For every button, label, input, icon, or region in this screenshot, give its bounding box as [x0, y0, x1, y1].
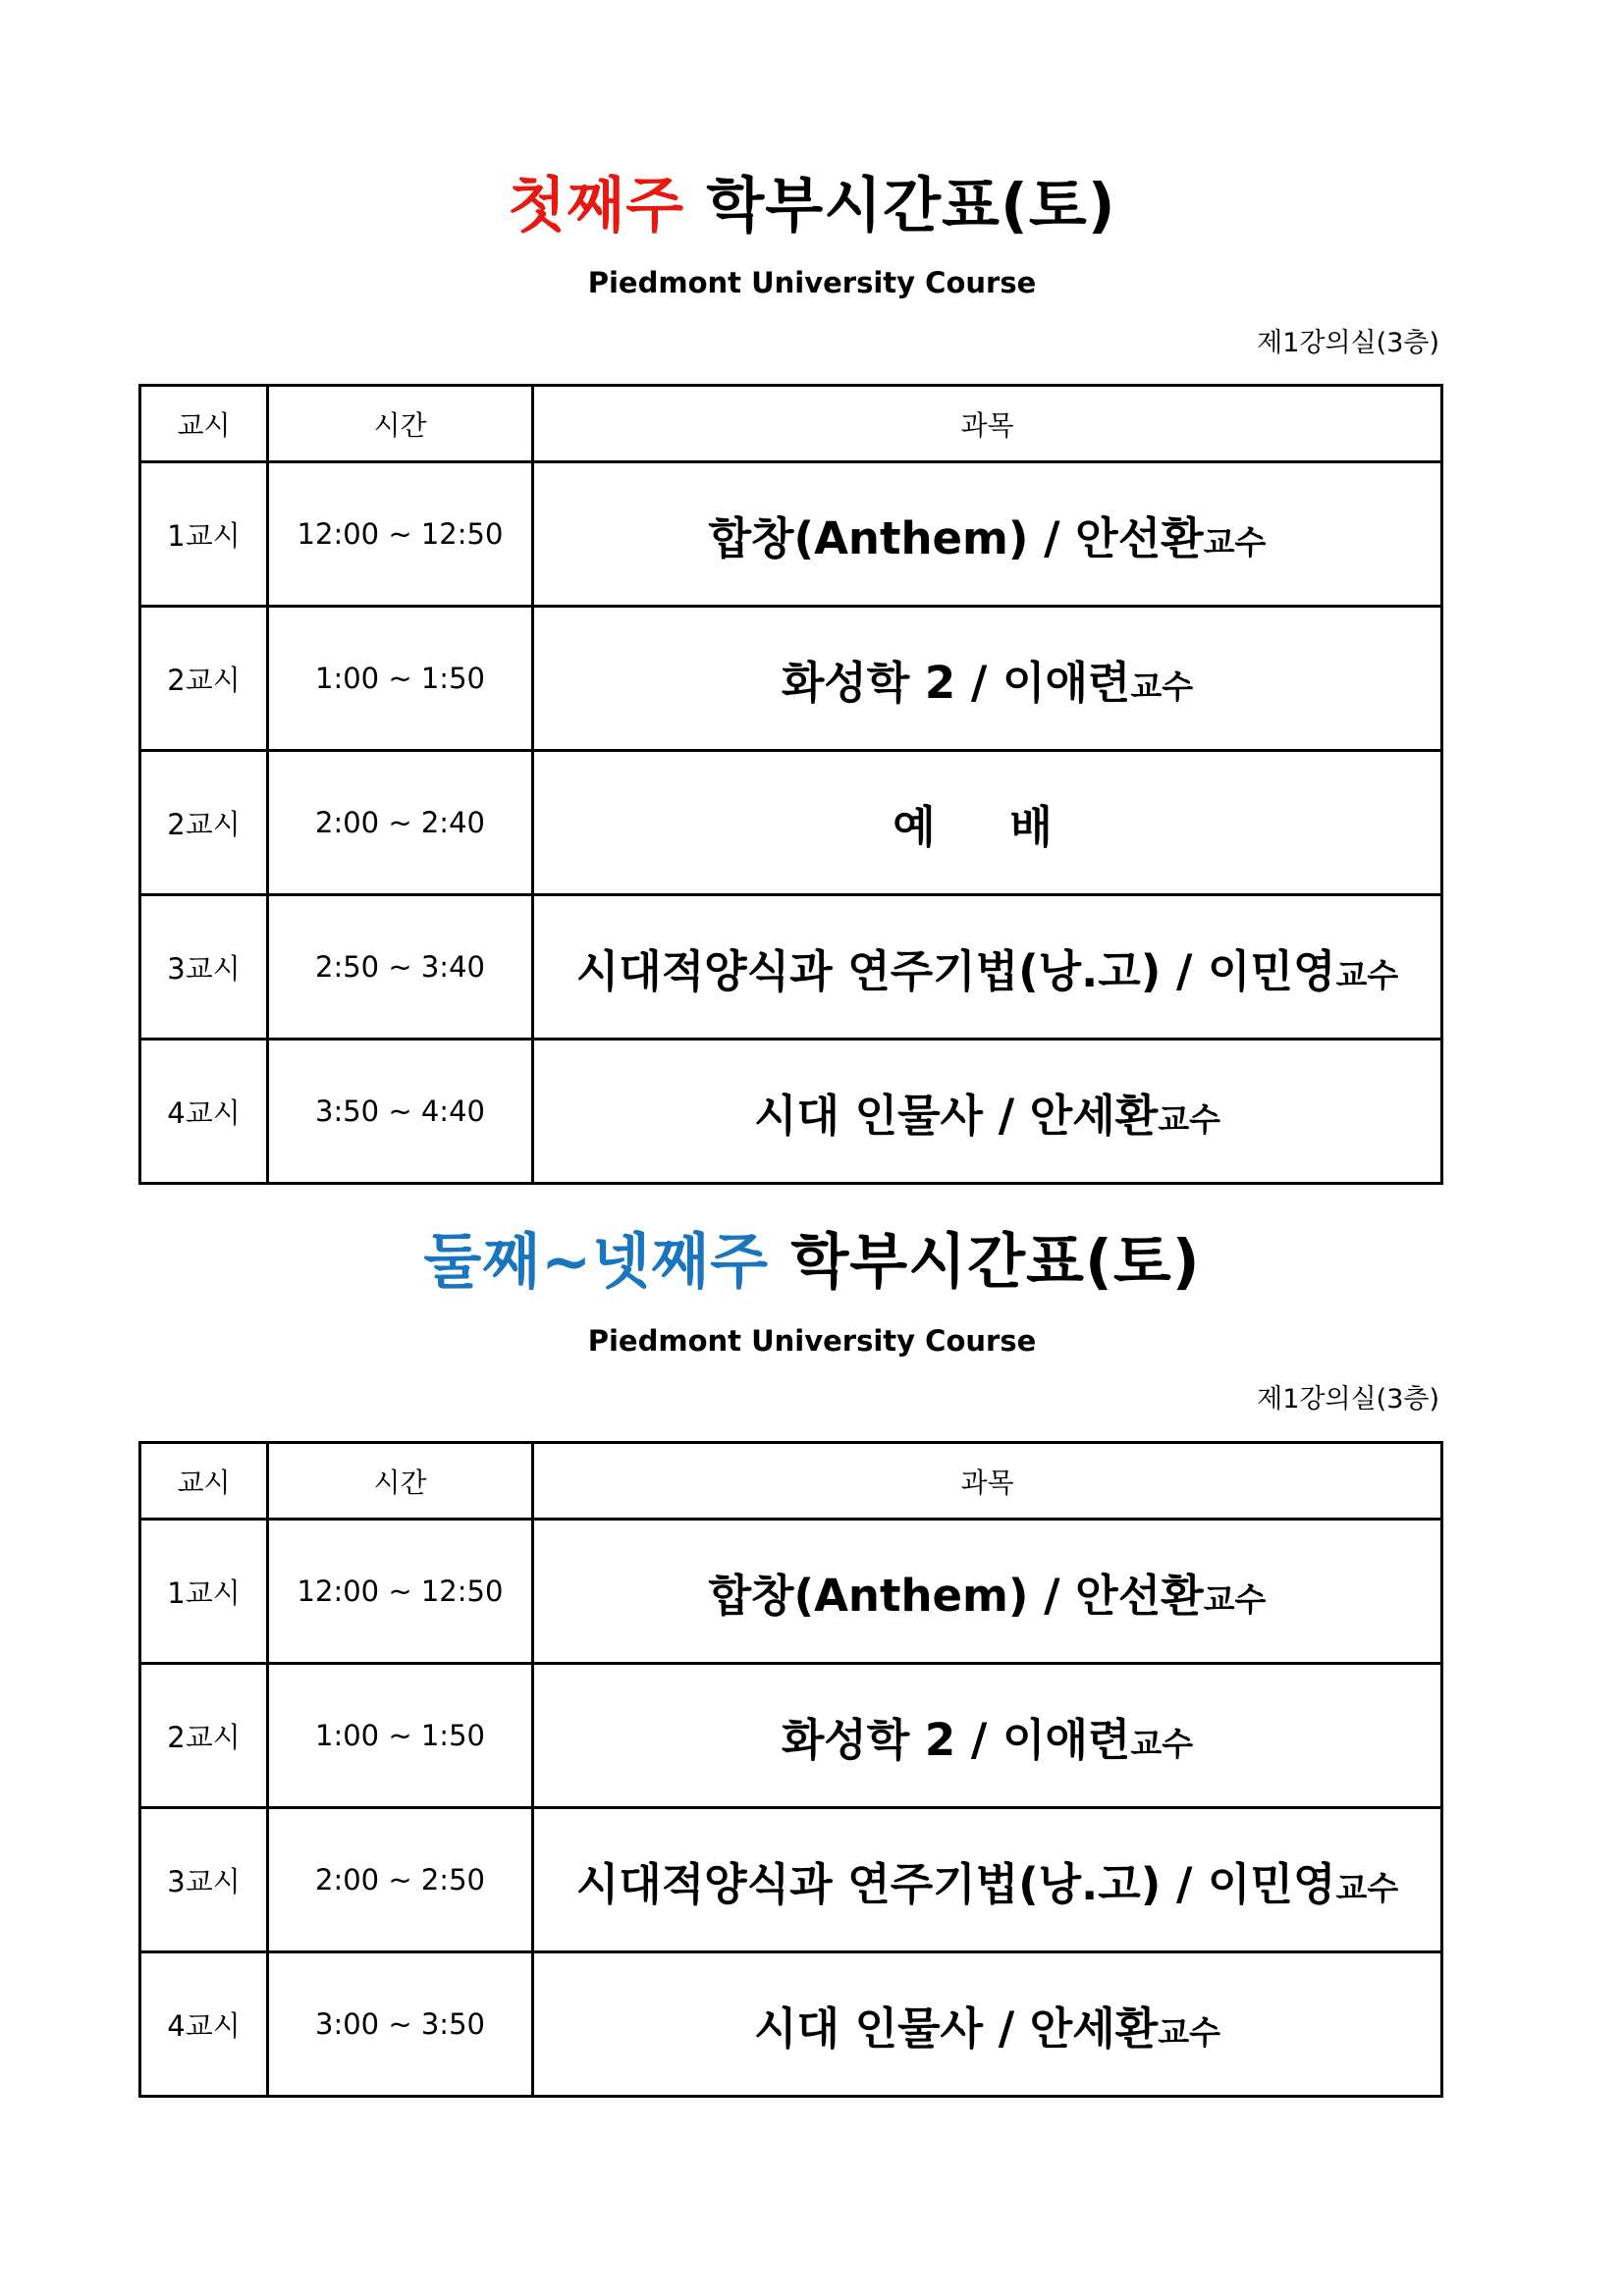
- period-cell: 2교시: [140, 1664, 268, 1808]
- professor-suffix: 교수: [1335, 955, 1399, 994]
- subject-text: 합창(Anthem) / 안선환: [708, 1569, 1204, 1622]
- table-row: [140, 607, 1442, 751]
- subtitle: Piedmont University Course: [587, 266, 1037, 299]
- time-cell: 12:00 ~ 12:50: [268, 1520, 533, 1664]
- period-cell: 4교시: [140, 1040, 268, 1184]
- period-cell: 1교시: [140, 462, 268, 607]
- header-subject: 과목: [533, 386, 1442, 462]
- header-time: 시간: [268, 386, 533, 462]
- subject-cell: [533, 1664, 1442, 1808]
- timetable-week1: [138, 384, 1443, 1185]
- time-cell: 12:00 ~ 12:50: [268, 462, 533, 607]
- table-row: [140, 1952, 1442, 2097]
- title-text: 학부시간표(토): [790, 1227, 1201, 1297]
- period-cell: 4교시: [140, 1952, 268, 2097]
- table-row: [140, 1664, 1442, 1808]
- subject-cell: [533, 1520, 1442, 1664]
- professor-suffix: 교수: [1158, 1099, 1220, 1139]
- table-header-row: [140, 1443, 1442, 1520]
- table-row: [140, 895, 1442, 1040]
- professor-suffix: 교수: [1335, 1868, 1399, 1907]
- time-cell: 2:50 ~ 3:40: [268, 895, 533, 1040]
- table-row: [140, 751, 1442, 895]
- table-row: [140, 1040, 1442, 1184]
- professor-suffix: 교수: [1203, 522, 1267, 561]
- subject-cell: [533, 607, 1442, 751]
- title-text: 학부시간표(토): [706, 171, 1116, 240]
- subject-cell: [533, 1952, 1442, 2097]
- subject-cell: [533, 462, 1442, 607]
- schedule-title-week1: [0, 167, 1624, 245]
- period-cell: 1교시: [140, 1520, 268, 1664]
- time-cell: 1:00 ~ 1:50: [268, 607, 533, 751]
- title-accent: 첫째주: [508, 171, 685, 240]
- subject-text: 합창(Anthem) / 안선환: [708, 511, 1204, 564]
- period-cell: 2교시: [140, 607, 268, 751]
- professor-suffix: 교수: [1130, 667, 1194, 706]
- subject-cell: [533, 1808, 1442, 1952]
- subject-text: 시대 인물사 / 안세환: [754, 2002, 1159, 2055]
- table-header-row: [140, 386, 1442, 462]
- period-cell: 2교시: [140, 751, 268, 895]
- subtitle: Piedmont University Course: [587, 1324, 1037, 1358]
- time-cell: 3:50 ~ 4:40: [268, 1040, 533, 1184]
- subject-cell: [533, 1040, 1442, 1184]
- table-row: [140, 1808, 1442, 1952]
- header-subject: 과목: [533, 1443, 1442, 1520]
- subject-text: 시대적양식과 연주기법(낭.고) / 이민영: [575, 944, 1336, 997]
- subject-cell: [533, 895, 1442, 1040]
- period-cell: 3교시: [140, 1808, 268, 1952]
- time-cell: 2:00 ~ 2:40: [268, 751, 533, 895]
- time-cell: 3:00 ~ 3:50: [268, 1952, 533, 2097]
- professor-suffix: 교수: [1203, 1579, 1267, 1619]
- room-label: 제1강의실(3층): [1257, 328, 1439, 358]
- professor-suffix: 교수: [1130, 1724, 1194, 1763]
- timetable-week2-4: [138, 1441, 1443, 2098]
- room-label: 제1강의실(3층): [1257, 1384, 1439, 1415]
- subject-text: 시대적양식과 연주기법(낭.고) / 이민영: [575, 1857, 1336, 1910]
- schedule-title-week2-4: [0, 1223, 1624, 1302]
- subject-text: 예 배: [893, 800, 1082, 853]
- subject-text: 화성학 2 / 이애련: [781, 1713, 1131, 1766]
- subject-text: 화성학 2 / 이애련: [781, 656, 1131, 709]
- header-period: 교시: [140, 1443, 268, 1520]
- subject-text: 시대 인물사 / 안세환: [754, 1089, 1159, 1142]
- header-period: 교시: [140, 386, 268, 462]
- time-cell: 2:00 ~ 2:50: [268, 1808, 533, 1952]
- table-row: [140, 462, 1442, 607]
- header-time: 시간: [268, 1443, 533, 1520]
- title-accent: 둘째~넷째주: [423, 1227, 770, 1297]
- professor-suffix: 교수: [1158, 2012, 1220, 2052]
- table-row: [140, 1520, 1442, 1664]
- period-cell: 3교시: [140, 895, 268, 1040]
- subject-cell: [533, 751, 1442, 895]
- time-cell: 1:00 ~ 1:50: [268, 1664, 533, 1808]
